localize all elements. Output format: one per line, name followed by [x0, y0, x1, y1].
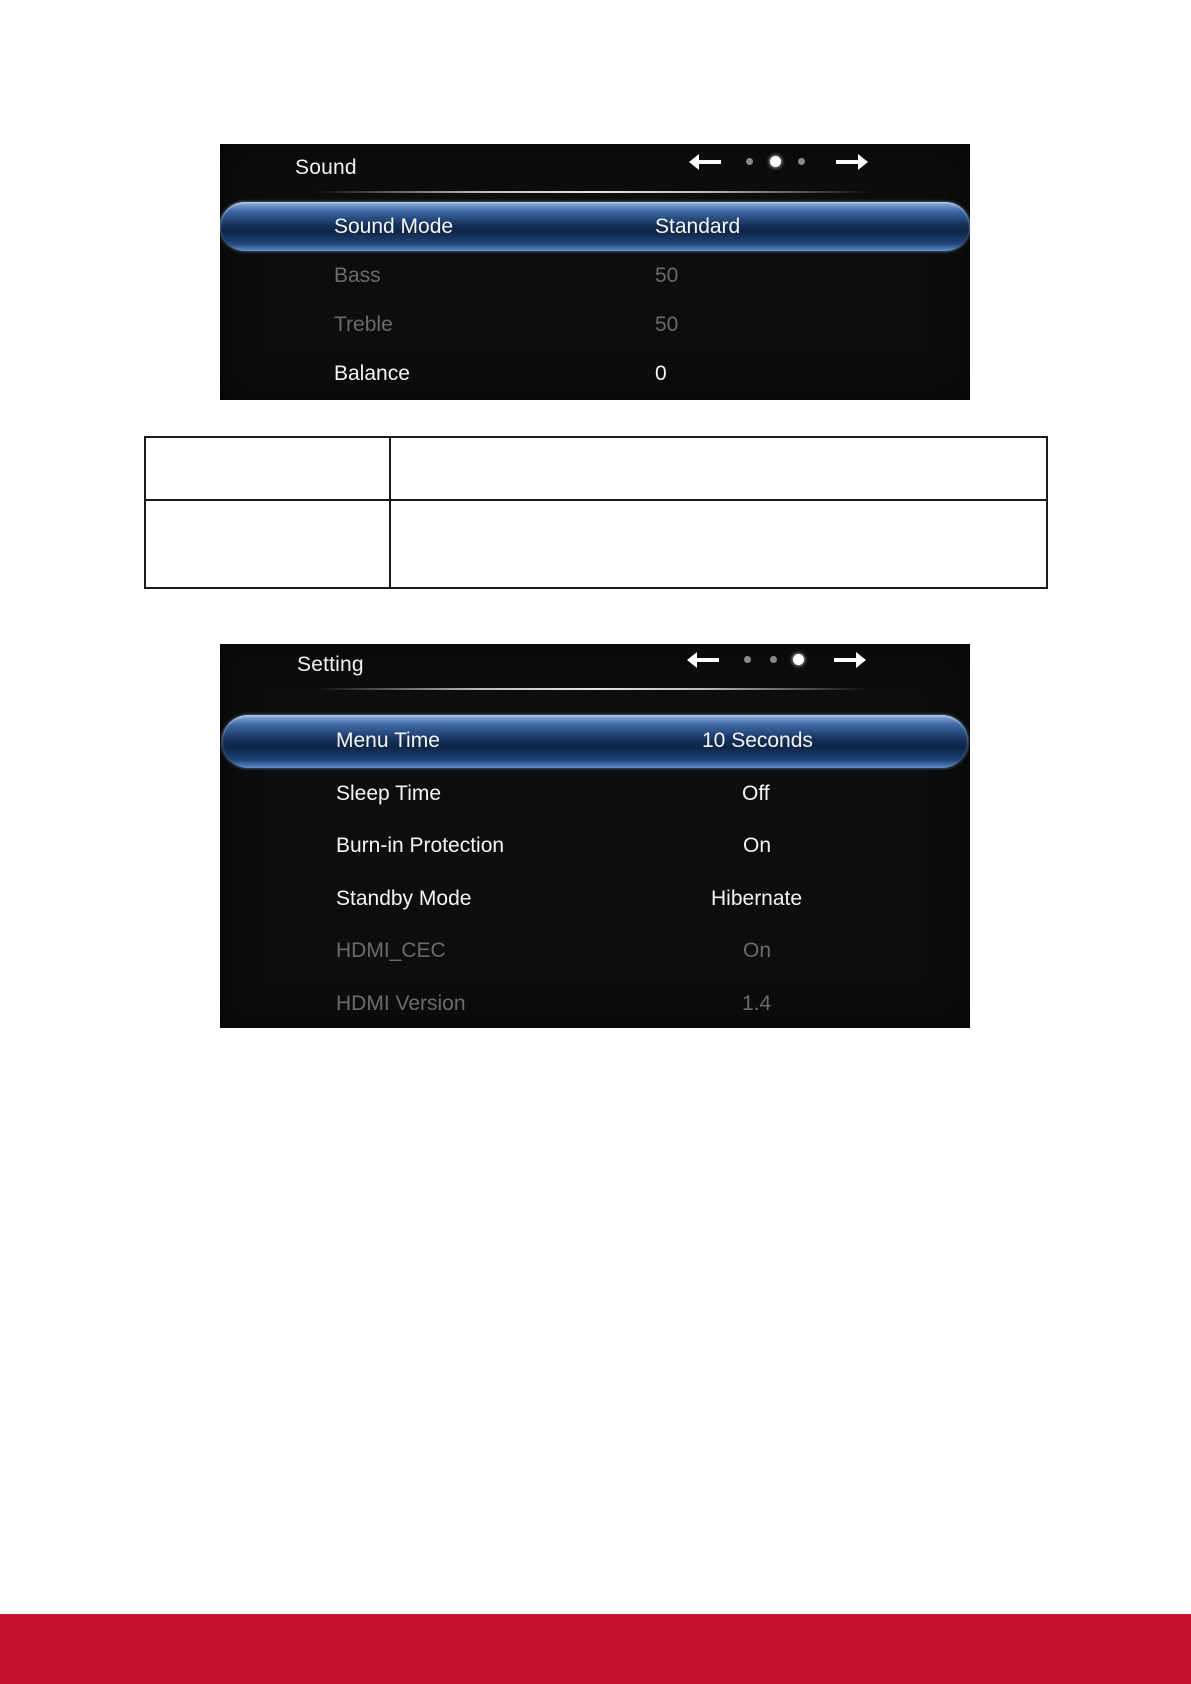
row-value: Off — [742, 782, 770, 805]
arrow-right-icon[interactable] — [834, 150, 870, 174]
row-value: 50 — [655, 264, 679, 287]
setting-menu-title: Setting — [297, 653, 364, 676]
table-cell — [390, 500, 1047, 588]
page-navigator — [685, 648, 870, 672]
setting-menu-screenshot — [220, 644, 970, 1028]
page-dot — [746, 158, 753, 165]
page-dot — [798, 158, 805, 165]
table-cell — [145, 437, 390, 500]
row-value: 10 Seconds — [702, 729, 813, 752]
selection-highlight — [222, 715, 968, 768]
title-divider — [315, 688, 870, 690]
row-label: Treble — [334, 313, 393, 336]
arrow-right-icon[interactable] — [832, 648, 868, 672]
page-dot-active — [793, 654, 804, 665]
row-value: On — [743, 834, 772, 857]
row-label: Balance — [334, 362, 410, 385]
row-label: Menu Time — [336, 729, 440, 752]
row-value: Hibernate — [711, 887, 803, 910]
arrow-left-icon[interactable] — [685, 648, 721, 672]
row-label: Sleep Time — [336, 782, 442, 805]
page-navigator — [687, 150, 872, 174]
info-table — [144, 436, 1048, 589]
table-row — [145, 500, 1047, 588]
page-dot-active — [770, 156, 781, 167]
title-divider — [315, 191, 870, 193]
row-value: Standard — [655, 215, 741, 238]
row-value: 1.4 — [742, 992, 772, 1015]
row-value: 0 — [655, 362, 667, 385]
sound-menu-screenshot — [220, 144, 970, 400]
sound-menu-title: Sound — [295, 156, 357, 179]
row-label: HDMI Version — [336, 992, 466, 1015]
row-label: Burn-in Protection — [336, 834, 505, 857]
table-row — [145, 437, 1047, 500]
table-cell — [390, 437, 1047, 500]
page-dot — [770, 656, 777, 663]
page-dot — [744, 656, 751, 663]
row-label: Sound Mode — [334, 215, 454, 238]
arrow-left-icon[interactable] — [687, 150, 723, 174]
selection-highlight — [220, 202, 970, 251]
row-label: Bass — [334, 264, 381, 287]
row-label: HDMI_CEC — [336, 939, 446, 962]
footer-bar — [0, 1614, 1191, 1684]
row-label: Standby Mode — [336, 887, 472, 910]
table-cell — [145, 500, 390, 588]
row-value: On — [743, 939, 772, 962]
row-value: 50 — [655, 313, 679, 336]
